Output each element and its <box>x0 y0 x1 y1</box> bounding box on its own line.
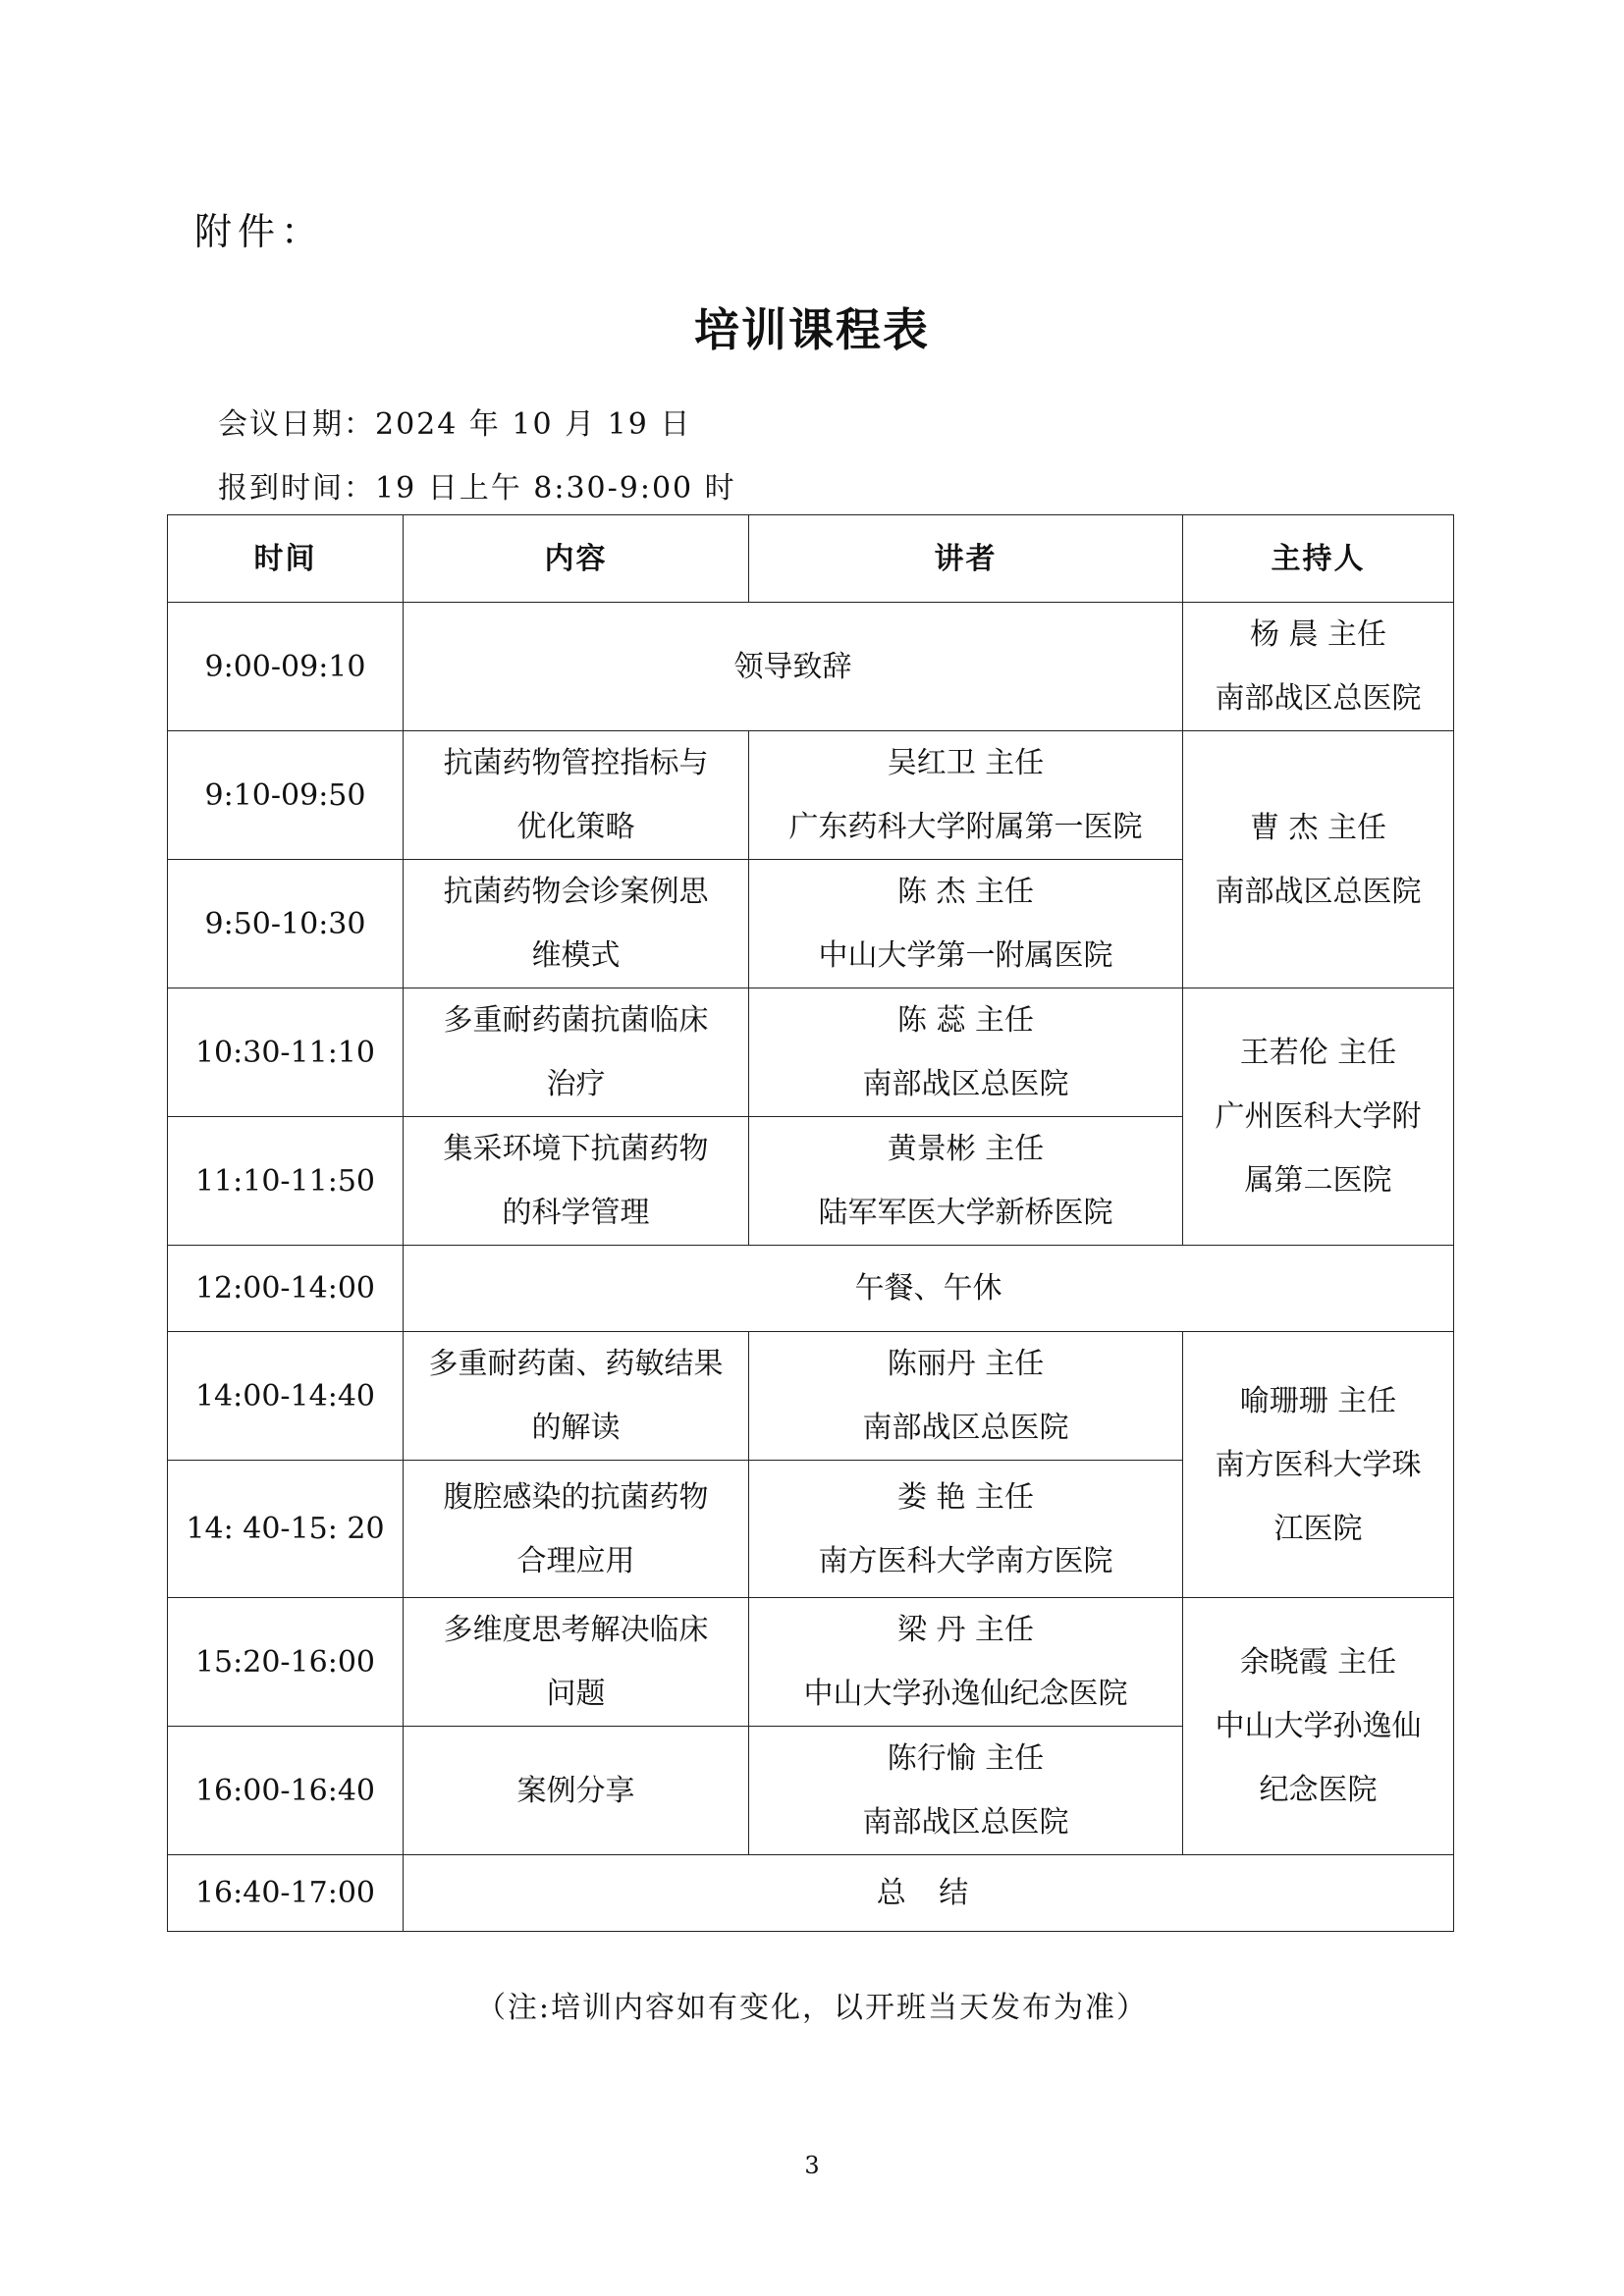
content-line: 多维度思考解决临床 <box>443 1613 709 1647</box>
speaker-affiliation: 南方医科大学南方医院 <box>818 1543 1113 1578</box>
content-line: 抗菌药物管控指标与 <box>443 746 709 780</box>
host-affiliation: 中山大学孙逸仙 <box>1215 1709 1422 1743</box>
table-row <box>168 1246 1454 1332</box>
speaker-name: 陈丽丹 主任 <box>887 1347 1045 1381</box>
content-cell <box>404 988 749 1117</box>
host-affiliation: 属第二医院 <box>1244 1163 1392 1198</box>
speaker-cell <box>749 1332 1183 1461</box>
header-content: 内容 <box>404 515 749 603</box>
speaker-name: 陈行愉 主任 <box>887 1741 1045 1776</box>
content-cell <box>404 731 749 860</box>
speaker-name: 陈 杰 主任 <box>896 875 1035 909</box>
content-cell <box>404 1598 749 1727</box>
content-line: 治疗 <box>546 1067 606 1101</box>
content-line: 腹腔感染的抗菌药物 <box>443 1479 709 1515</box>
host-affiliation: 广州医科大学附 <box>1215 1099 1422 1134</box>
header-host: 主持人 <box>1183 515 1454 603</box>
speaker-affiliation: 南部战区总医院 <box>862 1805 1069 1840</box>
content-line: 优化策略 <box>516 810 635 844</box>
table-row <box>168 1855 1454 1932</box>
host-name: 曹 杰 主任 <box>1249 810 1387 845</box>
content-cell: 午餐、午休 <box>404 1246 1454 1332</box>
host-cell <box>1183 603 1454 731</box>
content-line: 问题 <box>546 1677 606 1711</box>
table-row <box>168 988 1454 1117</box>
table-header-row <box>168 515 1454 603</box>
host-name: 喻珊珊 主任 <box>1239 1383 1397 1418</box>
meeting-date: 会议日期：2024 年 10 月 19 日 <box>218 407 692 442</box>
speaker-affiliation: 中山大学孙逸仙纪念医院 <box>803 1677 1128 1711</box>
time-cell: 9:50-10:30 <box>168 860 404 988</box>
content-line: 集采环境下抗菌药物 <box>443 1132 709 1166</box>
speaker-cell <box>749 1727 1183 1855</box>
speaker-cell <box>749 1598 1183 1727</box>
time-cell: 9:10-09:50 <box>168 731 404 860</box>
speaker-affiliation: 广东药科大学附属第一医院 <box>788 810 1143 844</box>
host-cell <box>1183 1332 1454 1598</box>
time-cell: 16:40-17:00 <box>168 1855 404 1932</box>
time-cell: 11:10-11:50 <box>168 1117 404 1246</box>
speaker-cell <box>749 1117 1183 1246</box>
host-affiliation: 南方医科大学珠 <box>1215 1447 1422 1482</box>
host-cell <box>1183 988 1454 1246</box>
speaker-name: 娄 艳 主任 <box>896 1479 1035 1515</box>
page-title: 培训课程表 <box>694 303 930 356</box>
time-cell: 12:00-14:00 <box>168 1246 404 1332</box>
content-line: 多重耐药菌、药敏结果 <box>428 1347 724 1381</box>
content-line: 合理应用 <box>516 1543 635 1578</box>
speaker-cell <box>749 731 1183 860</box>
host-affiliation: 纪念医院 <box>1259 1773 1378 1807</box>
content-line: 的科学管理 <box>502 1196 650 1230</box>
content-cell <box>404 860 749 988</box>
attachment-label: 附件： <box>194 210 325 253</box>
registration-time: 报到时间：19 日上午 8:30-9:00 时 <box>218 471 736 506</box>
speaker-cell <box>749 988 1183 1117</box>
speaker-cell <box>749 860 1183 988</box>
time-cell: 14: 40-15: 20 <box>168 1461 404 1598</box>
host-cell <box>1183 1598 1454 1855</box>
table-row <box>168 1598 1454 1727</box>
header-speaker: 讲者 <box>749 515 1183 603</box>
header-time: 时间 <box>168 515 404 603</box>
speaker-name: 吴红卫 主任 <box>887 746 1045 780</box>
content-cell <box>404 1117 749 1246</box>
host-affiliation: 南部战区总医院 <box>1215 681 1422 716</box>
time-cell: 15:20-16:00 <box>168 1598 404 1727</box>
host-affiliation: 江医院 <box>1273 1511 1363 1546</box>
schedule-table <box>167 514 1454 1932</box>
content-line: 的解读 <box>531 1411 621 1445</box>
content-cell: 案例分享 <box>404 1727 749 1855</box>
host-name: 王若伦 主任 <box>1239 1036 1397 1070</box>
host-name: 余晓霞 主任 <box>1239 1645 1397 1680</box>
host-affiliation: 南部战区总医院 <box>1215 874 1422 909</box>
time-cell: 14:00-14:40 <box>168 1332 404 1461</box>
footnote: （注:培训内容如有变化，以开班当天发布为准） <box>475 1991 1149 2025</box>
content-line: 抗菌药物会诊案例思 <box>443 875 709 909</box>
speaker-affiliation: 陆军军医大学新桥医院 <box>818 1196 1113 1230</box>
content-line: 维模式 <box>531 938 621 973</box>
content-cell: 总 结 <box>404 1855 1454 1932</box>
page-number: 3 <box>804 2152 820 2179</box>
content-cell <box>404 1332 749 1461</box>
host-cell <box>1183 731 1454 988</box>
speaker-affiliation: 中山大学第一附属医院 <box>818 938 1113 973</box>
speaker-name: 陈 蕊 主任 <box>896 1003 1035 1038</box>
speaker-affiliation: 南部战区总医院 <box>862 1411 1069 1445</box>
time-cell: 10:30-11:10 <box>168 988 404 1117</box>
table-row <box>168 603 1454 731</box>
speaker-cell <box>749 1461 1183 1598</box>
speaker-name: 黄景彬 主任 <box>887 1132 1045 1166</box>
content-cell <box>404 1461 749 1598</box>
speaker-affiliation: 南部战区总医院 <box>862 1067 1069 1101</box>
speaker-name: 梁 丹 主任 <box>896 1613 1035 1647</box>
content-line: 多重耐药菌抗菌临床 <box>443 1003 709 1038</box>
table-row <box>168 731 1454 860</box>
time-cell: 16:00-16:40 <box>168 1727 404 1855</box>
host-name: 杨 晨 主任 <box>1249 617 1387 652</box>
table-row <box>168 1332 1454 1461</box>
content-cell: 领导致辞 <box>404 603 1183 731</box>
time-cell: 9:00-09:10 <box>168 603 404 731</box>
